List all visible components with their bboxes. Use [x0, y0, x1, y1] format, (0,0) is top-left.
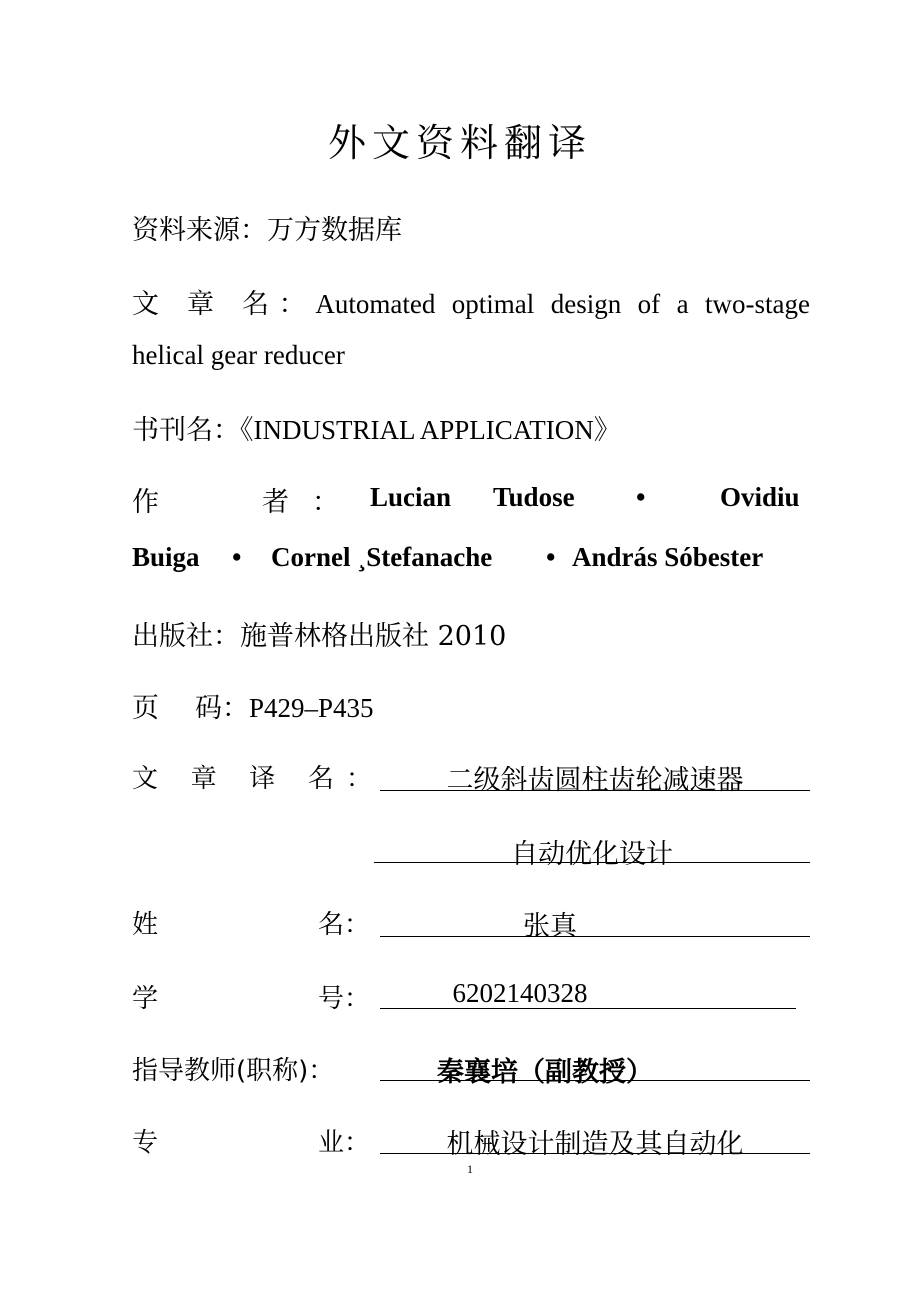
name-label-a: 姓 — [132, 910, 159, 940]
article-label: 文 章 名： — [132, 289, 316, 320]
author-label-b: 者 — [262, 487, 289, 518]
author-bullet-2: • — [232, 542, 242, 572]
source-value: 万方数据库 — [267, 215, 402, 246]
author-label-a: 作 — [132, 487, 159, 518]
student-id-value: 6202140328 — [452, 978, 588, 1008]
author-bullet-3: • — [546, 542, 556, 572]
student-id-underline — [380, 1008, 796, 1009]
name-value: 张真 — [523, 911, 577, 942]
advisor-underline — [380, 1080, 810, 1081]
author-3: Cornel ¸Stefanache — [271, 542, 493, 572]
journal-label: 书刊名： — [132, 415, 240, 446]
pages-label-a: 页 — [132, 693, 159, 724]
major-label-b: 业： — [318, 1128, 371, 1158]
author-1-last: Tudose — [493, 482, 575, 512]
advisor-value: 秦襄培（副教授） — [437, 1057, 653, 1088]
translated-title-underline-1 — [380, 790, 810, 791]
advisor-label: 指导教师(职称)： — [132, 1056, 335, 1086]
article-title-line2: helical gear reducer — [132, 340, 345, 370]
journal-value: 《INDUSTRIAL APPLICATION》 — [240, 415, 621, 445]
publisher-row — [132, 614, 506, 653]
publisher-label: 出版社： — [132, 621, 240, 652]
major-underline — [380, 1153, 810, 1154]
article-row-1 — [132, 282, 810, 321]
translated-title-line1: 二级斜齿圆柱齿轮减速器 — [446, 765, 744, 796]
pages-value: P429–P435 — [249, 693, 374, 723]
name-underline — [380, 936, 810, 937]
publisher-value: 施普林格出版社 2010 — [240, 621, 507, 652]
student-id-label-a: 学 — [132, 984, 159, 1014]
article-title-line1: Automated optimal design of a two-stage — [315, 289, 810, 319]
name-label-b: 名： — [318, 910, 371, 940]
page-number: 1 — [467, 1162, 473, 1176]
pages-row — [195, 686, 374, 725]
author-1-first: Lucian — [370, 482, 452, 512]
document-title: 外文资料翻译 — [327, 121, 592, 165]
author-colon: ： — [312, 487, 339, 518]
author-4: András Sóbester — [572, 542, 764, 572]
translated-title-underline-2 — [374, 862, 810, 863]
author-2-first: Ovidiu — [720, 482, 800, 512]
translated-title-line2: 自动优化设计 — [511, 839, 673, 870]
major-label-a: 专 — [132, 1128, 159, 1158]
major-value: 机械设计制造及其自动化 — [446, 1129, 744, 1160]
source-row — [132, 208, 402, 247]
translated-title-label: 文 章 译 名： — [132, 764, 372, 794]
pages-label-b: 码： — [195, 693, 249, 724]
journal-row — [132, 408, 621, 447]
author-bullet-1: • — [636, 482, 646, 512]
source-label: 资料来源： — [132, 215, 267, 246]
student-id-label-b: 号： — [318, 984, 371, 1014]
author-2-last: Buiga — [132, 542, 200, 572]
